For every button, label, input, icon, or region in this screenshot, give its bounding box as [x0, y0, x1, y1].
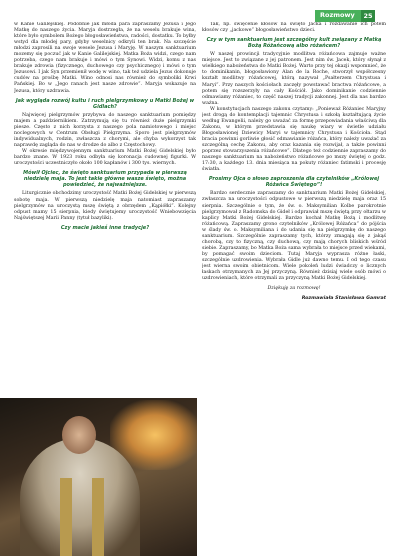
right-column [202, 22, 386, 550]
priest-head [62, 416, 96, 454]
page-number: 25 [361, 10, 375, 22]
paragraph: W naszej prowincji tradycyjnie modlitwa różańcowa zajmuje ważne miejsce. Jest to związane z jej patronem. Jest nim św. Jacek, który słynął z wielkiego nabożeństwa do Matki Bożej. Warto przy tej okazji wspomnieć, że to dominikanin, błogosławiony Alan de la Roche, stworzył współczesny kształt modlitwy różańcowej, którą nazywał „Psałterzem Chrystusa i Maryi”. Przy naszych kościołach zaczęły powstawać bractwa różańcowe, a potem się rozszerzyły na cały Kościół. Jako dominikanie codziennie odmawiamy różaniec, to część naszej tradycji zakonnej. Jest dla nas bardzo ważna. [202, 52, 386, 106]
stole-left [60, 478, 72, 556]
paragraph: Najwięcej pielgrzymów przybywa do naszego sanktuarium pomiędzy majem a październikiem. Zatrzymują się tu również duże pielgrzymki piesze. Często z nich korzysta z naszego pola namiotowego i miejsc noclegowych w Centrum Obsługi Pielgrzyma. Sporo jest pielgrzymów indywidualnych, rodzin, zwłaszcza z chorymi, ale chyba wykorzyst tak naprawdę zagląda do nas w drodze do albo z Częstochowy. [14, 112, 196, 148]
interview-question: Czy w tym sanktuarium jest szczególny kult związany z Matką Bożą Różańcową albo różańcem? [206, 37, 382, 50]
paragraph: Tak, np. święcenie kłosów na święto Jacka i rozdawanie ich potem kłosów czy „jackowe” błogosławieństwo dzieci. [202, 22, 386, 34]
stole-right [92, 478, 104, 556]
section-label: Rozmowy [320, 11, 355, 19]
paragraph: w Kanie Galilejskiej. Podobnie jak młoda para zapraszamy Jezusa i Jego Matkę do naszego życia. Maryja dostrzegła, że na weselu brakuje wina, które było symbolem Bożego błogosławieństwa, radości, dostatku. To byłby wstyd dla młodej pary, gdyby weselnicy odkryli ten brak. Na szczęście młodzi zaprosili na swoje wesele Jezusa i Maryję. W naszym sanktuarium mozemy się poczuć jak w Kanie Galilejskiej. Matka Boża widzi, czego nam potrzeba, czego nam brakuje i mówi o tym Synowi. Widzi, komu z nas brakuje zdrowia (fizycznego, duchowego czy psychicznego) i mówi o tym Jezusowi. I jak Syn przemienił wodę w wino, tak też udziela Jezus dokonuje cudów na prośbę Matki. Wino odnosi nas również do symboliki Krwi Pańskiej. Bo w „Jego ranach jest nasze zdrowie”. Maryja wskazuje na Jezusa, który uzdrawia. [14, 22, 196, 94]
paragraph: W konstytucjach naszego zakonu czytamy: „Ponieważ Różaniec Maryjny jest drogą do kontemplacji tajemnic Chrystusa i szkołą kształtującą życie według Ewangelii, należy go uważać za formę przepowiadania właściwą dla Zakonu, w którym przedstawia się naukę wiary w świetle udziału Błogosławionej Dziewicy Maryi w tajemnicy Chrystusa i Kościoła. Stąd bracia powinni gorliwie głosić odmawianie różańca, który należy uważać za szczególną cechę Zakonu, aby oraz kazania się rozwijał, a także powinni poprzez stowarzyszenia różańcowe”. Dlatego też codziennie zapraszamy do naszego sanktuarium na nabożeństwo różańcowe po mszy świętej o godz. 17:30, a każdego 13. dnia miesiąca na pokuty różaniec fatimski i procesję światła. [202, 106, 386, 173]
priest-photo [0, 398, 197, 556]
interview-question: Jak wygląda rozwój kultu i ruch pielgrzymkowy u Matki Bożej w Gidlach? [15, 97, 195, 110]
priest-figure [20, 438, 140, 556]
left-column [14, 22, 196, 399]
byline: Rozmawiała Stanisława Gamrat [301, 296, 386, 302]
interview-question: Prosimy Ojca o słowo zaproszenia dla czytelników „Królowej Różańca Świętego”! [208, 176, 380, 189]
interview-question: Czy macie jakieś inne tradycje? [60, 224, 150, 231]
paragraph: Bardzo serdecznie zapraszamy do sanktuarium Matki Bożej Gidelskiej, zwłaszcza na uroczystości odpustowe w pierwszą niedzielę maja oraz 15 sierpnia. Szczególnie o tym, że św. o. Maksymilian Kolbe parokrotnie pielgrzymował z Radomska do Gideł i odprawiał mszę świętą przy ołtarzu w kaplicy Matki Bożej Gidelskiej. Bardzo kochał Matkę Bożą i modlitwę różańcową. Zapraszamy grono czytelników „Królowej Różańca” do pójścia w ślady św. o. Maksymiliana i do udania się na pielgrzymkę do naszego sanktuarium. Szczególnie zapraszamy tych, którzy zmagają się z jakąś chorobą, czy to fizyczną, czy duchową, czy mają chorych bliskich wśród siebie. Zapraszamy, bo Matka Boża sama wybrała to miejsce przed wiekami, by pomagać swoim dzieciom. Tutaj Maryja wyprasza różne łaski, szczególnie uzdrowienia. Wybrała Gidle już dawno temu. I od tego czasu jest wierna swoim obietnicom. Wiele pokoleń ludzi świadczy o licznych łaskach otrzymanych za Jej przyczyną. Również dzisiaj wiele osób mówi o uzdrowieniach, które otrzymali za przyczyną Matki Bożej Gidelskiej. [202, 191, 386, 282]
interview-question: Mówił Ojciec, że święto sanktuarium przypada w pierwszą niedzielę maja. To jest takie główne wasze święto, można powiedzieć, że najważniejsze. [23, 170, 187, 189]
closing-thanks: Dziękuję za rozmowę! [267, 286, 321, 292]
paragraph: W okresie międzywojennym sanktuarium Matki Bożej Gidelskiej było bardzo znane. W 1923 roku odbyła się koronacja cudownej figurki. W uroczystości uczestniczyło około 100 kapłanów i 300 tys. wiernych. [14, 149, 196, 167]
paragraph: Liturgicznie obchodzimy uroczystość Matki Bożej Gidelskiej w pierwszą sobotę maja. W pierwszą niedzielę maja natomiast zapraszamy pielgrzymów na uroczystą mszę świętą z obrzędem „Kąpiółki”. Kolejny odpust mamy 15 sierpnia, kiedy świętujemy uroczystość Wniebowzięcia Najświętszej Marii Panny (tytuł bazyliki). [14, 191, 196, 221]
